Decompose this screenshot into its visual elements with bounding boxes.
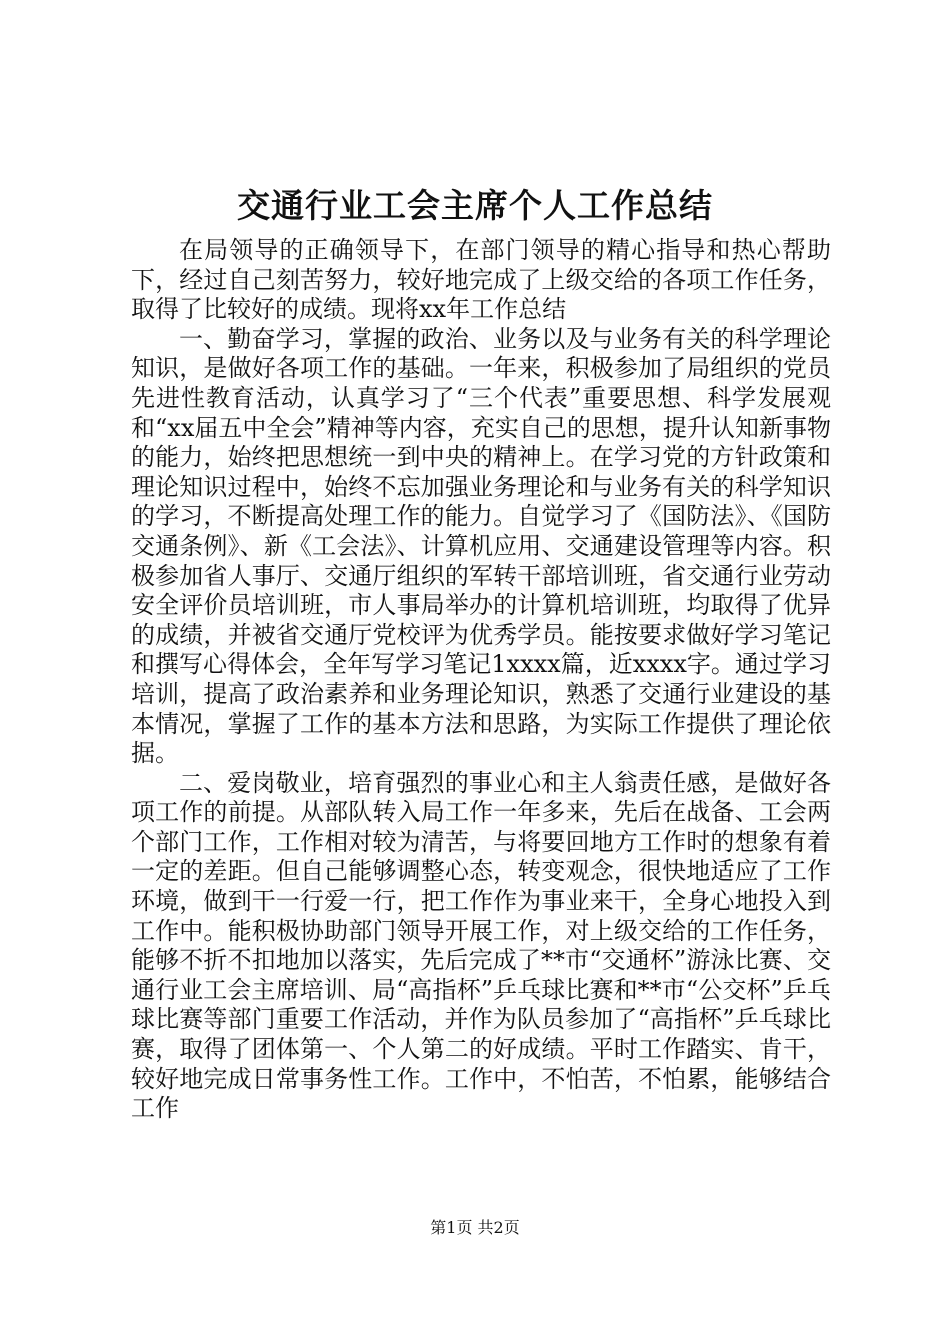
- paragraph-study: 一、勤奋学习，掌握的政治、业务以及与业务有关的科学理论知识，是做好各项工作的基础。一年来，积极参加了局组织的党员先进性教育活动，认真学习了“三个代表”重要思想、科学发展观和“xx届五中全会”精神等内容，充实自己的思想，提升认知新事物的能力，始终把思想统一到中央的精神上。在学习党的方针政策和理论知识过程中，始终不忘加强业务理论和与业务有关的科学知识的学习，不断提高处理工作的能力。自觉学习了《国防法》、《国防交通条例》、新《工会法》、计算机应用、交通建设管理等内容。积极参加省人事厅、交通厅组织的军转干部培训班，省交通行业劳动安全评价员培训班，市人事局举办的计算机培训班，均取得了优异的成绩，并被省交通厅党校评为优秀学员。能按要求做好学习笔记和撰写心得体会，全年写学习笔记1xxxx篇，近xxxx字。通过学习培训，提高了政治素养和业务理论知识，熟悉了交通行业建设的基本情况，掌握了工作的基本方法和思路，为实际工作提供了理论依据。: [131, 324, 831, 768]
- page-footer: 第1页 共2页: [430, 1218, 520, 1237]
- document-title: 交通行业工会主席个人工作总结: [237, 186, 713, 225]
- document-body: [131, 236, 831, 1124]
- paragraph-dedication: 二、爱岗敬业，培育强烈的事业心和主人翁责任感，是做好各项工作的前提。从部队转入局工作一年多来，先后在战备、工会两个部门工作，工作相对较为清苦，与将要回地方工作时的想象有着一定的差距。但自己能够调整心态，转变观念，很快地适应了工作环境，做到干一行爱一行，把工作作为事业来干，全身心地投入到工作中。能积极协助部门领导开展工作，对上级交给的工作任务，能够不折不扣地加以落实，先后完成了**市“交通杯”游泳比赛、交通行业工会主席培训、局“高指杯”乒乓球比赛和**市“公交杯”乒乓球比赛等部门重要工作活动，并作为队员参加了“高指杯”乒乓球比赛，取得了团体第一、个人第二的好成绩。平时工作踏实、肯干，较好地完成日常事务性工作。工作中，不怕苦，不怕累，能够结合工作: [131, 768, 831, 1123]
- paragraph-intro: 在局领导的正确领导下，在部门领导的精心指导和热心帮助下，经过自己刻苦努力，较好地完成了上级交给的各项工作任务，取得了比较好的成绩。现将xx年工作总结: [131, 236, 831, 324]
